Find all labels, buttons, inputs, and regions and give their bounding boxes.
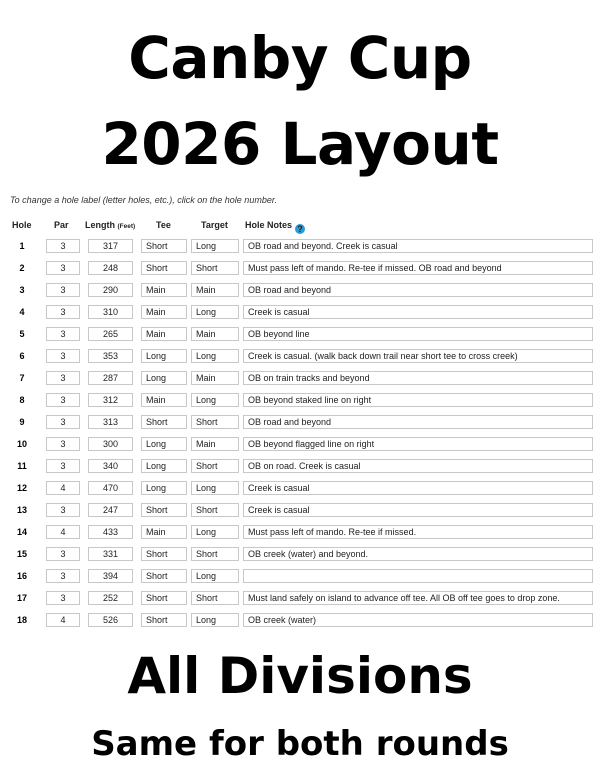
hole-number-link[interactable]: 3 (19, 285, 25, 295)
target-input[interactable]: Short (191, 503, 239, 517)
tee-input[interactable]: Main (141, 283, 187, 297)
table-row (8, 544, 594, 566)
par-input[interactable]: 3 (46, 415, 80, 429)
target-input[interactable]: Long (191, 239, 239, 253)
length-input[interactable]: 331 (88, 547, 133, 561)
help-icon[interactable]: ? (295, 224, 305, 234)
instructions-text: To change a hole label (letter holes, etc.), click on the hole number. (10, 195, 277, 205)
target-input[interactable]: Short (191, 547, 239, 561)
hole-notes-input[interactable]: OB creek (water) and beyond. (243, 547, 593, 561)
hole-notes-input[interactable] (243, 569, 593, 583)
table-row (8, 478, 594, 500)
hole-number-link[interactable]: 1 (19, 241, 25, 251)
tee-input[interactable]: Long (141, 481, 187, 495)
hole-layout-table (8, 216, 594, 632)
length-input[interactable]: 247 (88, 503, 133, 517)
table-header (8, 216, 594, 236)
length-input[interactable]: 310 (88, 305, 133, 319)
hole-number-link[interactable]: 18 (16, 615, 27, 625)
hole-notes-input[interactable]: Creek is casual (243, 503, 593, 517)
hole-number-link[interactable]: 10 (16, 439, 27, 449)
par-input[interactable]: 3 (46, 503, 80, 517)
col-header-notes-label: Hole Notes (245, 220, 293, 230)
tee-input[interactable]: Short (141, 613, 187, 627)
length-input[interactable]: 353 (88, 349, 133, 363)
length-input[interactable]: 287 (88, 371, 133, 385)
target-input[interactable]: Main (191, 371, 239, 385)
target-input[interactable]: Short (191, 261, 239, 275)
tee-input[interactable]: Short (141, 239, 187, 253)
length-input[interactable]: 433 (88, 525, 133, 539)
target-input[interactable]: Main (191, 283, 239, 297)
page-title-line-1: Canby Cup (128, 24, 472, 92)
hole-notes-input[interactable]: Must land safely on island to advance off tee. All OB off tee goes to drop zone. (243, 591, 593, 605)
table-row (8, 456, 594, 478)
table-row (8, 346, 594, 368)
hole-notes-input[interactable]: OB road and beyond (243, 283, 593, 297)
table-row (8, 324, 594, 346)
hole-notes-input[interactable]: Must pass left of mando. Re-tee if missed. (243, 525, 593, 539)
par-input[interactable]: 3 (46, 393, 80, 407)
target-input[interactable]: Short (191, 591, 239, 605)
col-header-par: Par (54, 220, 69, 230)
length-input[interactable]: 394 (88, 569, 133, 583)
hole-number-link[interactable]: 15 (16, 549, 27, 559)
hole-number-link[interactable]: 9 (19, 417, 25, 427)
table-body (8, 236, 594, 632)
tee-input[interactable]: Long (141, 459, 187, 473)
tee-input[interactable]: Main (141, 525, 187, 539)
length-input[interactable]: 252 (88, 591, 133, 605)
table-row (8, 368, 594, 390)
hole-number-link[interactable]: 13 (16, 505, 27, 515)
tee-input[interactable]: Long (141, 437, 187, 451)
tee-input[interactable]: Long (141, 371, 187, 385)
table-row (8, 412, 594, 434)
hole-notes-input[interactable]: Must pass left of mando. Re-tee if missed. OB road and beyond (243, 261, 593, 275)
target-input[interactable]: Long (191, 613, 239, 627)
length-input[interactable]: 313 (88, 415, 133, 429)
col-header-length-label: Length (85, 220, 115, 230)
col-header-hole: Hole (12, 220, 32, 230)
table-row (8, 390, 594, 412)
hole-number-link[interactable]: 5 (19, 329, 25, 339)
length-input[interactable]: 265 (88, 327, 133, 341)
par-input[interactable]: 3 (46, 371, 80, 385)
target-input[interactable]: Main (191, 437, 239, 451)
tee-input[interactable]: Long (141, 349, 187, 363)
target-input[interactable]: Long (191, 393, 239, 407)
hole-notes-input[interactable]: Creek is casual (243, 481, 593, 495)
tee-input[interactable]: Short (141, 415, 187, 429)
table-row (8, 434, 594, 456)
hole-notes-input[interactable]: OB on road. Creek is casual (243, 459, 593, 473)
col-header-length (85, 220, 135, 230)
hole-number-link[interactable]: 11 (17, 461, 27, 471)
hole-notes-input[interactable]: OB on train tracks and beyond (243, 371, 593, 385)
target-input[interactable]: Long (191, 569, 239, 583)
length-input[interactable]: 340 (88, 459, 133, 473)
hole-number-link[interactable]: 12 (16, 483, 27, 493)
hole-number-link[interactable]: 14 (16, 527, 27, 537)
table-row (8, 610, 594, 632)
par-input[interactable]: 3 (46, 327, 80, 341)
par-input[interactable]: 3 (46, 283, 80, 297)
tee-input[interactable]: Short (141, 261, 187, 275)
hole-number-link[interactable]: 2 (19, 263, 25, 273)
hole-notes-input[interactable]: OB beyond flagged line on right (243, 437, 593, 451)
col-header-tee: Tee (156, 220, 171, 230)
par-input[interactable]: 3 (46, 437, 80, 451)
par-input[interactable]: 3 (46, 305, 80, 319)
hole-notes-input[interactable]: Creek is casual (243, 305, 593, 319)
tee-input[interactable]: Short (141, 591, 187, 605)
table-row (8, 302, 594, 324)
hole-number-link[interactable]: 17 (16, 593, 27, 603)
length-input[interactable]: 312 (88, 393, 133, 407)
table-row (8, 500, 594, 522)
hole-number-link[interactable]: 7 (19, 373, 25, 383)
tee-input[interactable]: Main (141, 393, 187, 407)
length-input[interactable]: 526 (88, 613, 133, 627)
hole-notes-input[interactable]: OB beyond line (243, 327, 593, 341)
target-input[interactable]: Long (191, 305, 239, 319)
hole-notes-input[interactable]: OB beyond staked line on right (243, 393, 593, 407)
target-input[interactable]: Short (191, 459, 239, 473)
footer-rounds: Same for both rounds (91, 724, 509, 764)
hole-notes-input[interactable]: OB road and beyond (243, 415, 593, 429)
hole-number-link[interactable]: 4 (19, 307, 25, 317)
target-input[interactable]: Long (191, 481, 239, 495)
hole-notes-input[interactable]: OB road and beyond. Creek is casual (243, 239, 593, 253)
par-input[interactable]: 3 (46, 239, 80, 253)
hole-notes-input[interactable]: Creek is casual. (walk back down trail near short tee to cross creek) (243, 349, 593, 363)
table-row (8, 566, 594, 588)
length-input[interactable]: 290 (88, 283, 133, 297)
table-row (8, 522, 594, 544)
table-row (8, 280, 594, 302)
length-input[interactable]: 470 (88, 481, 133, 495)
target-input[interactable]: Short (191, 415, 239, 429)
par-input[interactable]: 3 (46, 349, 80, 363)
table-row (8, 236, 594, 258)
col-header-target: Target (201, 220, 228, 230)
col-header-notes (245, 220, 303, 234)
target-input[interactable]: Long (191, 349, 239, 363)
tee-input[interactable]: Short (141, 547, 187, 561)
footer-divisions: All Divisions (127, 647, 473, 705)
hole-number-link[interactable]: 16 (16, 571, 27, 581)
par-input[interactable]: 3 (46, 459, 80, 473)
par-input[interactable]: 3 (46, 569, 80, 583)
table-row (8, 588, 594, 610)
par-input[interactable]: 3 (46, 261, 80, 275)
target-input[interactable]: Long (191, 525, 239, 539)
length-input[interactable]: 317 (88, 239, 133, 253)
col-header-length-unit: (Feet) (117, 223, 136, 230)
hole-notes-input[interactable]: OB creek (water) (243, 613, 593, 627)
length-input[interactable]: 300 (88, 437, 133, 451)
par-input[interactable]: 4 (46, 481, 80, 495)
tee-input[interactable]: Short (141, 503, 187, 517)
par-input[interactable]: 4 (46, 613, 80, 627)
par-input[interactable]: 3 (46, 591, 80, 605)
hole-number-link[interactable]: 8 (19, 395, 25, 405)
page-title-line-2: 2026 Layout (101, 110, 499, 178)
length-input[interactable]: 248 (88, 261, 133, 275)
table-row (8, 258, 594, 280)
hole-number-link[interactable]: 6 (19, 351, 25, 361)
target-input[interactable]: Main (191, 327, 239, 341)
tee-input[interactable]: Main (141, 327, 187, 341)
tee-input[interactable]: Short (141, 569, 187, 583)
par-input[interactable]: 4 (46, 525, 80, 539)
tee-input[interactable]: Main (141, 305, 187, 319)
par-input[interactable]: 3 (46, 547, 80, 561)
